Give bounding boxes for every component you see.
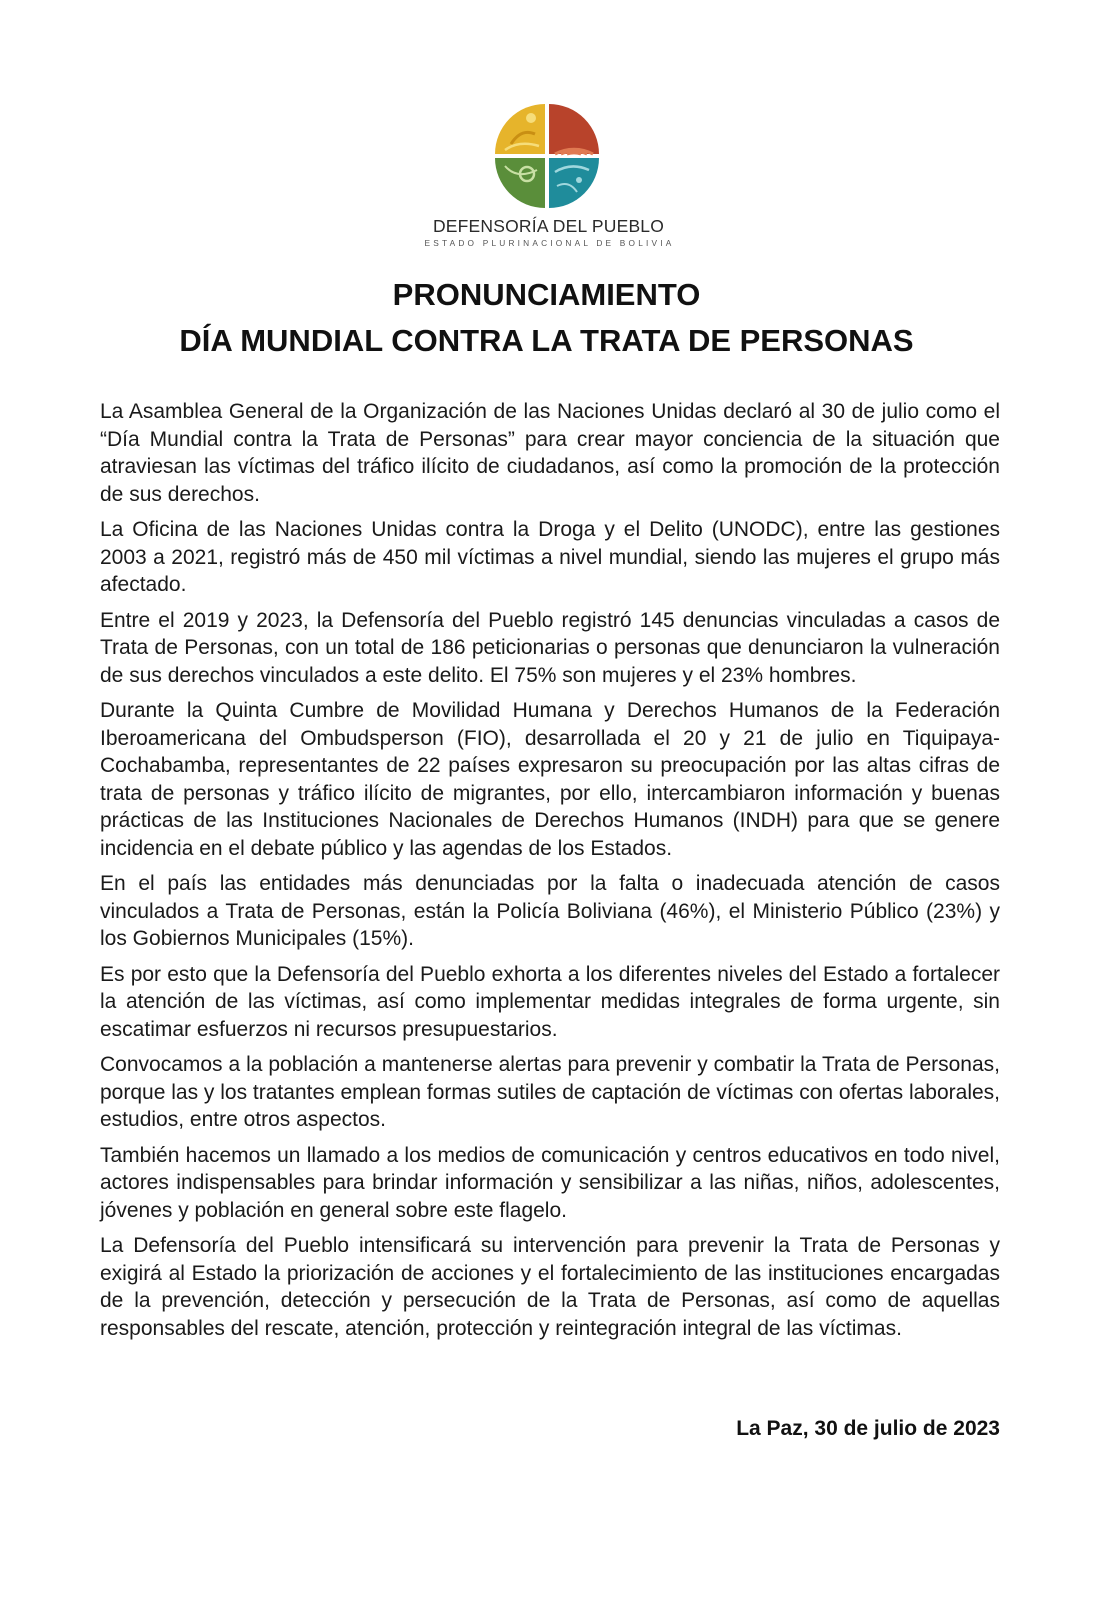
- title-line-2: DÍA MUNDIAL CONTRA LA TRATA DE PERSONAS: [179, 323, 914, 358]
- org-name: DEFENSORÍA DEL PUEBLO: [432, 216, 665, 236]
- paragraph: Es por esto que la Defensoría del Pueblo exhorta a los diferentes niveles del Estado a fortalecer la atención de las víctimas, así como implementar medidas integrales de forma urgente, sin escatimar esfuerzos ni recursos presupuestarios.: [100, 962, 1000, 1041]
- paragraph: La Defensoría del Pueblo intensificará su intervención para prevenir la Trata de Personas y exigirá al Estado la priorización de acciones y el fortalecimiento de las instituciones encargadas de la prevención, detección y persecución de la Trata de Personas, así como de aquellas responsables del rescate, atención, protección y reintegración integral de las víctimas.: [100, 1234, 1000, 1340]
- header-logo-block: [0, 100, 1093, 249]
- paragraph: La Oficina de las Naciones Unidas contra la Droga y el Delito (UNODC), entre las gestiones 2003 a 2021, registró más de 450 mil víctimas a nivel mundial, siendo las mujeres el grupo más afectado.: [100, 518, 1000, 596]
- document-body: [100, 398, 1000, 1350]
- paragraph: Convocamos a la población a mantenerse alertas para prevenir y combatir la Trata de Personas, porque las y los tratantes emplean formas sutiles de captación de víctimas con ofertas laborales, estudios, entre otros aspectos.: [100, 1053, 1000, 1131]
- document-title: [0, 272, 1093, 364]
- paragraph: En el país las entidades más denunciadas por la falta o inadecuada atención de casos vinculados a Trata de Personas, están la Policía Boliviana (46%), el Ministerio Público (23%) y los Gobiernos Municipales (15%).: [100, 872, 1000, 950]
- defensoria-logo-icon: [491, 100, 603, 212]
- title-line-1: PRONUNCIAMIENTO: [392, 277, 701, 312]
- paragraph: Durante la Quinta Cumbre de Movilidad Humana y Derechos Humanos de la Federación Iberoamericana del Ombudsperson (FIO), desarrollada el 20 y 21 de julio en Tiquipaya-Cochabamba, representantes de 22 países expresaron su preocupación por las altas cifras de trata de personas y tráfico ilícito de migrantes, por ello, intercambiaron información y buenas prácticas de las Instituciones Nacionales de Derechos Humanos (INDH) para que se genere incidencia en el debate público y las agendas de los Estados.: [100, 699, 1000, 860]
- org-subtitle: ESTADO PLURINACIONAL DE BOLIVIA: [424, 238, 675, 248]
- paragraph: También hacemos un llamado a los medios de comunicación y centros educativos en todo nivel, actores indispensables para brindar información y sensibilizar a las niñas, niños, adolescentes, jóvenes y población en general sobre este flagelo.: [100, 1143, 1000, 1222]
- paragraph: La Asamblea General de la Organización de las Naciones Unidas declaró al 30 de julio como el “Día Mundial contra la Trata de Personas” para crear mayor conciencia de la situación que atraviesan las víctimas del tráfico ilícito de ciudadanos, así como la promoción de la protección de sus derechos.: [100, 400, 1000, 506]
- place-date-signature: La Paz, 30 de julio de 2023: [736, 1417, 1000, 1440]
- paragraph: Entre el 2019 y 2023, la Defensoría del Pueblo registró 145 denuncias vinculadas a casos de Trata de Personas, con un total de 186 peticionarias o personas que denunciaron la vulneración de sus derechos vinculados a este delito. El 75% son mujeres y el 23% hombres.: [100, 608, 1000, 687]
